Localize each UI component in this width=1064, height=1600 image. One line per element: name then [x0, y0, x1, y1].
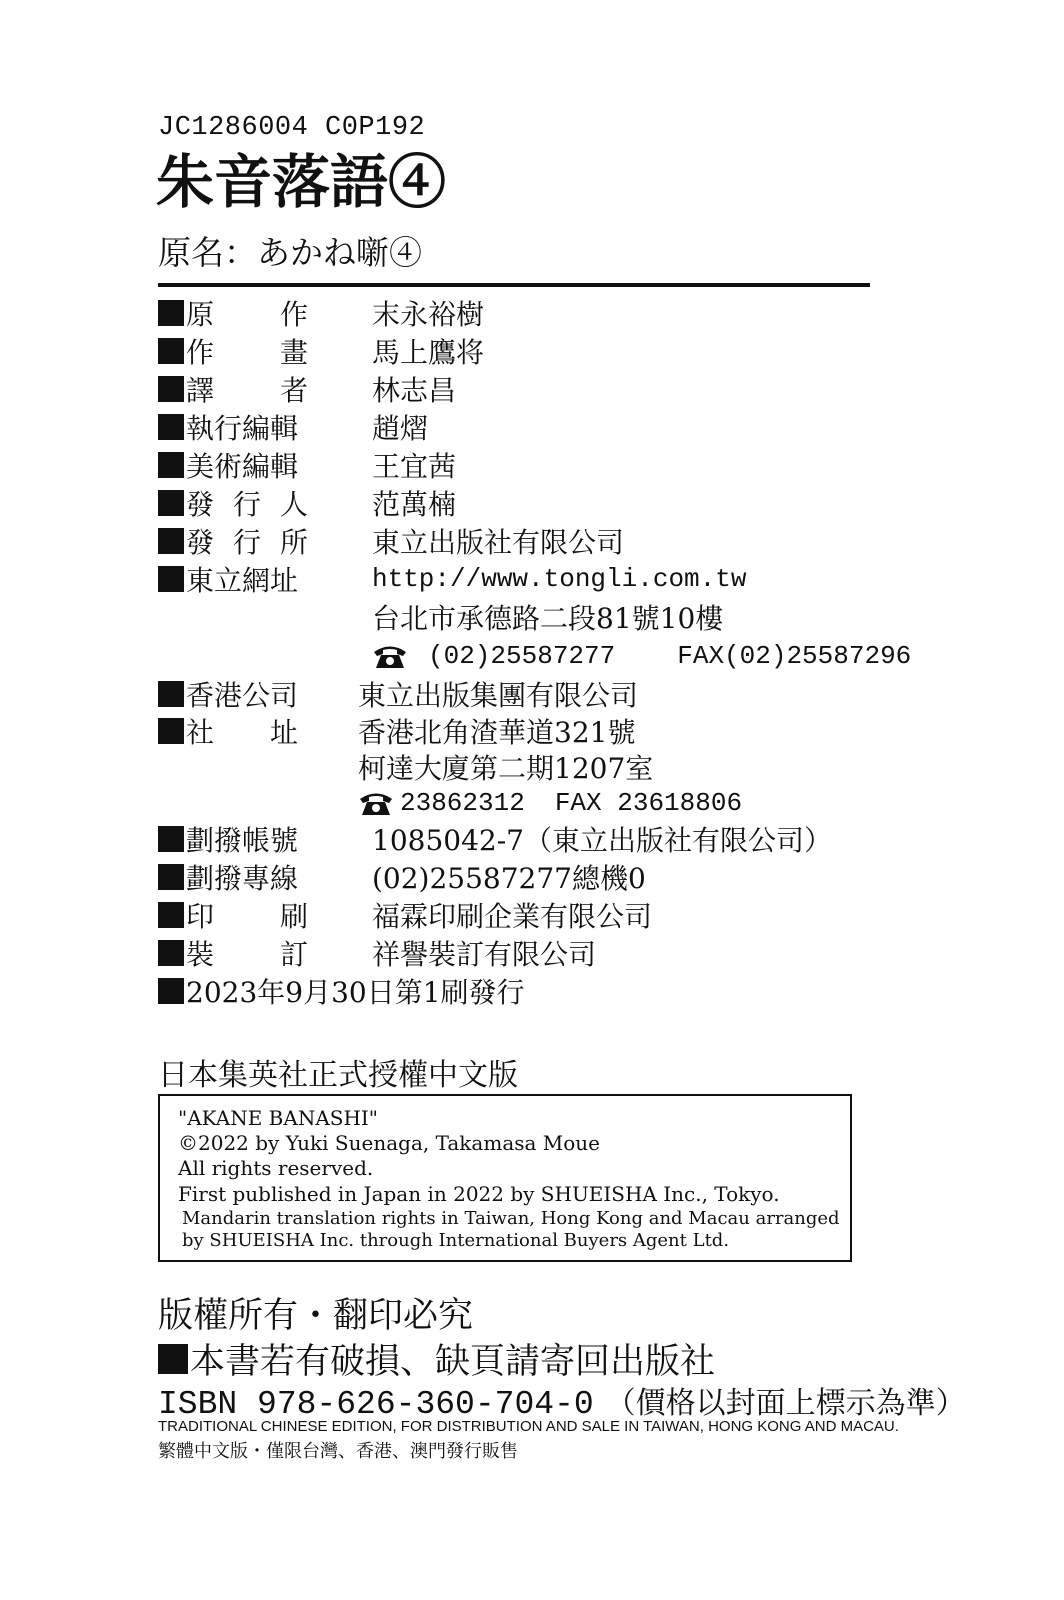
hk-company-label: 香港公司	[186, 679, 299, 712]
credit-row	[158, 485, 308, 521]
isbn-row	[158, 1378, 966, 1423]
credit-label-char: 作	[279, 298, 308, 331]
bullet-square-icon	[158, 376, 184, 402]
bullet-square-icon	[158, 452, 184, 478]
credit-label: 美術編輯	[186, 450, 299, 483]
bullet-square-icon	[158, 681, 184, 707]
bullet-square-icon	[158, 718, 184, 744]
bullet-square-icon	[158, 528, 184, 554]
bullet-square-icon	[158, 940, 184, 966]
taiwan-address: 台北市承德路二段81號10樓	[372, 602, 724, 635]
website-url: http://www.tongli.com.tw	[372, 564, 747, 594]
taiwan-contact	[372, 638, 911, 674]
payment-value: (02)25587277總機0	[372, 862, 646, 895]
payment-row	[158, 935, 308, 971]
issue-date-row	[158, 973, 525, 1009]
bullet-square-icon	[158, 414, 184, 440]
credit-row	[158, 561, 298, 597]
payment-value: 祥譽裝訂有限公司	[372, 938, 597, 971]
credit-value: 馬上鷹将	[372, 336, 485, 369]
credit-label: 譯 者	[186, 374, 308, 407]
bullet-square-icon	[158, 566, 184, 592]
credit-value: 末永裕樹	[372, 298, 485, 331]
isbn: ISBN 978-626-360-704-0	[158, 1386, 594, 1423]
hk-company: 東立出版集團有限公司	[358, 679, 639, 712]
bullet-square-icon	[158, 978, 184, 1004]
payment-row	[158, 859, 298, 895]
hk-contact	[358, 785, 742, 821]
payment-value: 福霖印刷企業有限公司	[372, 900, 653, 933]
telephone-icon	[372, 643, 408, 669]
issue-date: 2023年9月30日第1刷發行	[186, 976, 525, 1009]
bullet-square-icon	[158, 864, 184, 890]
hk-address-label: 社 址	[186, 716, 298, 749]
bullet-square-icon	[158, 826, 184, 852]
rights-reserved: 版權所有・翻印必究	[158, 1296, 474, 1335]
credit-value: 王宜茜	[372, 450, 457, 483]
hk-address-1: 香港北角渣華道321號	[358, 716, 636, 749]
copyright-line: Mandarin translation rights in Taiwan, Hong Kong and Macau arranged	[182, 1208, 840, 1229]
product-code: JC1286004 C0P192	[158, 113, 426, 143]
telephone-icon	[358, 790, 394, 816]
taiwan-phone: (02)25587277	[428, 641, 616, 671]
payment-row	[158, 821, 298, 857]
credit-row	[158, 447, 298, 483]
bullet-square-icon	[158, 300, 184, 326]
bullet-square-icon	[158, 338, 184, 364]
credit-row	[158, 295, 308, 331]
credit-row	[158, 409, 298, 445]
credit-label-char: 原	[186, 298, 215, 331]
payment-label: 裝 訂	[186, 938, 308, 971]
original-title: 原名：あかね噺④	[158, 233, 422, 272]
taiwan-fax: FAX(02)25587296	[677, 641, 912, 671]
credit-row	[158, 333, 308, 369]
credit-value: 趙熠	[372, 412, 429, 445]
copyright-line: All rights reserved.	[178, 1156, 374, 1180]
copyright-line: "AKANE BANASHI"	[178, 1106, 378, 1130]
payment-label: 印 刷	[186, 900, 308, 933]
hk-address-row	[158, 713, 298, 749]
copyright-line: ©2022 by Yuki Suenaga, Takamasa Moue	[178, 1131, 601, 1155]
bullet-square-icon	[158, 1344, 188, 1374]
payment-value: 1085042-7（東立出版社有限公司）	[372, 824, 832, 857]
copyright-box	[158, 1094, 852, 1262]
payment-row	[158, 897, 308, 933]
hk-address-2: 柯達大廈第二期1207室	[358, 752, 654, 785]
credit-value: 范萬楠	[372, 488, 457, 521]
damage-notice: 本書若有破損、缺頁請寄回出版社	[190, 1342, 716, 1381]
hk-fax: FAX 23618806	[554, 788, 743, 818]
edition-notice-en: TRADITIONAL CHINESE EDITION, FOR DISTRIBUTION AND SALE IN TAIWAN, HONG KONG AND MACAU.	[158, 1418, 899, 1435]
title-rule	[158, 283, 870, 287]
edition-notice-zh: 繁體中文版・僅限台灣、香港、澳門發行販售	[158, 1441, 518, 1461]
payment-label: 劃撥專線	[186, 862, 299, 895]
credit-label	[186, 293, 308, 333]
damage-notice-row	[158, 1334, 715, 1384]
copyright-line: First published in Japan in 2022 by SHUEISHA Inc., Tokyo.	[178, 1182, 780, 1206]
credit-label: 執行編輯	[186, 412, 299, 445]
credit-value: 東立出版社有限公司	[372, 526, 625, 559]
credit-label: 東立網址	[186, 564, 299, 597]
isbn-note: （價格以封面上標示為準）	[605, 1387, 966, 1420]
copyright-line: by SHUEISHA Inc. through International Buyers Agent Ltd.	[182, 1230, 730, 1251]
credit-row	[158, 523, 308, 559]
credit-value: 林志昌	[372, 374, 457, 407]
credit-row	[158, 371, 308, 407]
bullet-square-icon	[158, 902, 184, 928]
payment-label: 劃撥帳號	[186, 824, 299, 857]
bullet-square-icon	[158, 490, 184, 516]
credit-label: 發 行 人	[186, 488, 308, 521]
authorization-notice: 日本集英社正式授權中文版	[158, 1059, 518, 1092]
credit-label: 發 行 所	[186, 526, 308, 559]
hk-company-row	[158, 676, 298, 712]
credit-label: 作 畫	[186, 336, 308, 369]
hk-phone: 23862312	[400, 788, 525, 818]
book-title: 朱音落語④	[156, 148, 447, 216]
